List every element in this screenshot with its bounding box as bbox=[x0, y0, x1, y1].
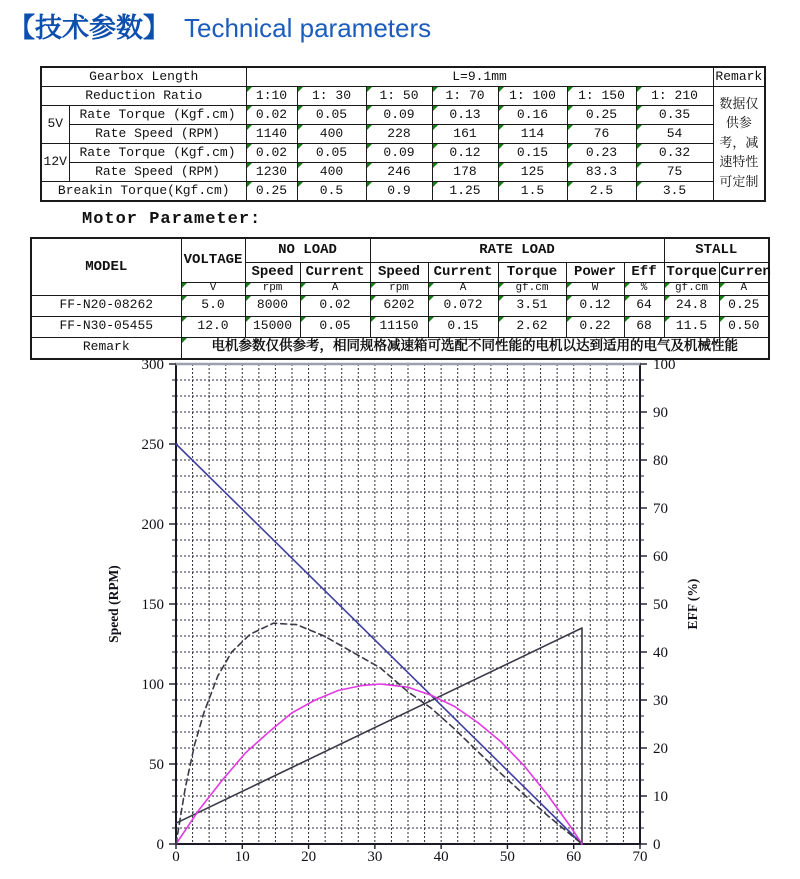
value-cell: 54 bbox=[636, 125, 713, 144]
svg-text:60: 60 bbox=[566, 849, 582, 865]
sub-header: Curren bbox=[719, 262, 769, 282]
rate-load-group-header: RATE LOAD bbox=[370, 238, 664, 262]
value-cell: 11.5 bbox=[664, 316, 719, 337]
gearbox-remark-text: 数据仅供参考，减速特性可定制 bbox=[713, 87, 765, 202]
value-cell: 0.15 bbox=[498, 144, 567, 163]
no-load-group-header: NO LOAD bbox=[245, 238, 370, 262]
value-cell: 64 bbox=[624, 295, 664, 316]
svg-text:90: 90 bbox=[653, 405, 668, 421]
value-cell: 0.072 bbox=[428, 295, 498, 316]
svg-text:30: 30 bbox=[653, 693, 668, 709]
ratio-cell: 1: 150 bbox=[567, 87, 636, 106]
rate-speed-label-5v: Rate Speed (RPM) bbox=[69, 125, 246, 144]
ratio-cell: 1: 30 bbox=[297, 87, 366, 106]
unit-cell: W bbox=[566, 282, 624, 295]
sub-header: Speed bbox=[245, 262, 300, 282]
unit-cell: A bbox=[428, 282, 498, 295]
value-cell: 0.23 bbox=[567, 144, 636, 163]
model-name: FF-N20-08262 bbox=[31, 295, 181, 316]
value-cell: 0.9 bbox=[366, 182, 432, 202]
page-title bbox=[8, 6, 431, 45]
unit-cell: rpm bbox=[370, 282, 428, 295]
value-cell: 0.02 bbox=[246, 144, 297, 163]
value-cell: 1.5 bbox=[498, 182, 567, 202]
unit-cell: % bbox=[624, 282, 664, 295]
value-cell: 15000 bbox=[245, 316, 300, 337]
svg-text:40: 40 bbox=[433, 849, 449, 865]
value-cell: 125 bbox=[498, 163, 567, 182]
value-cell: 0.5 bbox=[297, 182, 366, 202]
gearbox-length-label: Gearbox Length bbox=[41, 67, 246, 87]
motor-remark-text: 电机参数仅供参考，相同规格减速箱可选配不同性能的电机以达到适用的电气及机械性能 bbox=[181, 337, 769, 359]
value-cell: 0.09 bbox=[366, 144, 432, 163]
value-cell: 76 bbox=[567, 125, 636, 144]
sub-header: Speed bbox=[370, 262, 428, 282]
stall-group-header: STALL bbox=[664, 238, 769, 262]
rate-torque-label-5v: Rate Torque (Kgf.cm) bbox=[69, 106, 246, 125]
value-cell: 400 bbox=[297, 163, 366, 182]
svg-text:0: 0 bbox=[172, 849, 180, 865]
svg-text:50: 50 bbox=[653, 597, 668, 613]
sub-header: Torque bbox=[664, 262, 719, 282]
value-cell: 178 bbox=[432, 163, 498, 182]
value-cell: 8000 bbox=[245, 295, 300, 316]
sub-header: Torque bbox=[498, 262, 566, 282]
svg-text:100: 100 bbox=[653, 357, 676, 373]
value-cell: 0.25 bbox=[246, 182, 297, 202]
value-cell: 5.0 bbox=[181, 295, 245, 316]
unit-cell: gf.cm bbox=[498, 282, 566, 295]
svg-text:20: 20 bbox=[301, 849, 317, 865]
svg-text:70: 70 bbox=[653, 501, 668, 517]
svg-text:EFF (%): EFF (%) bbox=[685, 578, 700, 630]
value-cell: 0.16 bbox=[498, 106, 567, 125]
model-name: FF-N30-05455 bbox=[31, 316, 181, 337]
value-cell: 83.3 bbox=[567, 163, 636, 182]
rate-torque-label-12v: Rate Torque (Kgf.cm) bbox=[69, 144, 246, 163]
ratio-cell: 1: 50 bbox=[366, 87, 432, 106]
motor-parameter-heading: Motor Parameter: bbox=[82, 210, 262, 229]
svg-text:20: 20 bbox=[653, 741, 668, 757]
ratio-cell: 1:10 bbox=[246, 87, 297, 106]
value-cell: 0.05 bbox=[297, 106, 366, 125]
svg-text:50: 50 bbox=[149, 757, 164, 773]
page-title-en: Technical parameters bbox=[184, 13, 432, 43]
value-cell: 1230 bbox=[246, 163, 297, 182]
gearbox-length-value: L=9.1mm bbox=[246, 67, 713, 87]
svg-text:250: 250 bbox=[141, 437, 164, 453]
ratio-cell: 1: 100 bbox=[498, 87, 567, 106]
unit-cell: A bbox=[719, 282, 769, 295]
value-cell: 3.5 bbox=[636, 182, 713, 202]
svg-text:150: 150 bbox=[141, 597, 164, 613]
svg-text:30: 30 bbox=[367, 849, 383, 865]
value-cell: 0.12 bbox=[432, 144, 498, 163]
performance-chart bbox=[0, 352, 800, 865]
value-cell: 0.05 bbox=[300, 316, 370, 337]
rate-speed-label-12v: Rate Speed (RPM) bbox=[69, 163, 246, 182]
voltage-group-12v: 12V bbox=[41, 144, 69, 182]
breakin-torque-label: Breakin Torque(Kgf.cm) bbox=[41, 182, 246, 202]
value-cell: 0.12 bbox=[566, 295, 624, 316]
value-cell: 0.50 bbox=[719, 316, 769, 337]
sub-header: Power bbox=[566, 262, 624, 282]
gearbox-parameters-table bbox=[40, 66, 766, 202]
speed-eff-chart-canvas bbox=[0, 352, 800, 872]
value-cell: 0.05 bbox=[297, 144, 366, 163]
sub-header: Current bbox=[300, 262, 370, 282]
value-cell: 0.35 bbox=[636, 106, 713, 125]
unit-cell: rpm bbox=[245, 282, 300, 295]
unit-cell: A bbox=[300, 282, 370, 295]
value-cell: 75 bbox=[636, 163, 713, 182]
voltage-header: VOLTAGE bbox=[181, 238, 245, 282]
value-cell: 0.25 bbox=[567, 106, 636, 125]
value-cell: 1140 bbox=[246, 125, 297, 144]
svg-text:70: 70 bbox=[632, 849, 648, 865]
unit-cell: gf.cm bbox=[664, 282, 719, 295]
value-cell: 400 bbox=[297, 125, 366, 144]
value-cell: 1.25 bbox=[432, 182, 498, 202]
svg-text:0: 0 bbox=[653, 837, 661, 853]
svg-text:40: 40 bbox=[653, 645, 668, 661]
reduction-ratio-label: Reduction Ratio bbox=[41, 87, 246, 106]
value-cell: 114 bbox=[498, 125, 567, 144]
svg-text:10: 10 bbox=[653, 789, 668, 805]
svg-text:200: 200 bbox=[141, 517, 164, 533]
ratio-cell: 1: 210 bbox=[636, 87, 713, 106]
value-cell: 11150 bbox=[370, 316, 428, 337]
value-cell: 161 bbox=[432, 125, 498, 144]
value-cell: 228 bbox=[366, 125, 432, 144]
svg-text:60: 60 bbox=[653, 549, 668, 565]
value-cell: 68 bbox=[624, 316, 664, 337]
value-cell: 0.13 bbox=[432, 106, 498, 125]
value-cell: 246 bbox=[366, 163, 432, 182]
voltage-group-5v: 5V bbox=[41, 106, 69, 144]
value-cell: 0.25 bbox=[719, 295, 769, 316]
sub-header: Current bbox=[428, 262, 498, 282]
svg-text:80: 80 bbox=[653, 453, 668, 469]
svg-text:0: 0 bbox=[156, 837, 164, 853]
motor-remark-label: Remark bbox=[31, 337, 181, 359]
value-cell: 0.09 bbox=[366, 106, 432, 125]
motor-parameter-table bbox=[30, 237, 770, 360]
remark-header: Remark bbox=[713, 67, 765, 87]
value-cell: 2.62 bbox=[498, 316, 566, 337]
svg-text:50: 50 bbox=[499, 849, 515, 865]
value-cell: 0.32 bbox=[636, 144, 713, 163]
value-cell: 6202 bbox=[370, 295, 428, 316]
value-cell: 0.02 bbox=[300, 295, 370, 316]
unit-cell: V bbox=[181, 282, 245, 295]
value-cell: 0.15 bbox=[428, 316, 498, 337]
svg-text:Speed (RPM): Speed (RPM) bbox=[106, 565, 121, 643]
sub-header: Eff bbox=[624, 262, 664, 282]
page-title-zh: 【技术参数】 bbox=[8, 13, 170, 43]
svg-text:100: 100 bbox=[141, 677, 164, 693]
value-cell: 2.5 bbox=[567, 182, 636, 202]
svg-text:300: 300 bbox=[141, 357, 164, 373]
value-cell: 0.22 bbox=[566, 316, 624, 337]
value-cell: 12.0 bbox=[181, 316, 245, 337]
value-cell: 24.8 bbox=[664, 295, 719, 316]
model-header: MODEL bbox=[31, 238, 181, 295]
value-cell: 0.02 bbox=[246, 106, 297, 125]
ratio-cell: 1: 70 bbox=[432, 87, 498, 106]
svg-text:10: 10 bbox=[234, 849, 250, 865]
value-cell: 3.51 bbox=[498, 295, 566, 316]
